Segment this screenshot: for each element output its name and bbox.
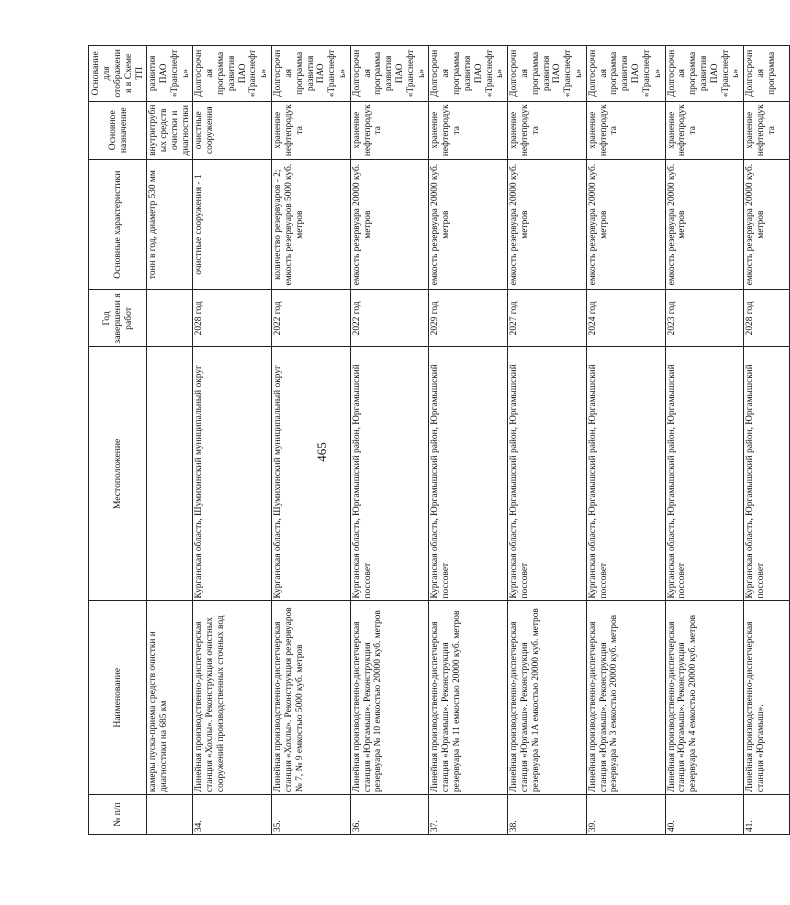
- cell-year: 2022 год: [272, 290, 351, 347]
- cell-location: [147, 347, 193, 601]
- cell-basis: Долгосрочная программа развития ПАО «Транснефть»: [350, 46, 429, 102]
- cell-year: 2022 год: [350, 290, 429, 347]
- table-row: [272, 46, 351, 835]
- column-header: Основные характеристики: [89, 159, 147, 290]
- cell-name: Линейная производственно-диспетчерская станция «Юргамыш». Реконструкция резервуара № 1А емкостью 20000 куб. метров: [508, 601, 587, 795]
- cell-name: камеры пуска-приема средств очистки и диагностики на 685 км: [147, 601, 193, 795]
- cell-num: 37.: [429, 795, 508, 835]
- cell-specs: емкость резервуара 20000 куб. метров: [665, 159, 744, 290]
- cell-basis: Долгосрочная программа развития ПАО «Транснефть»: [272, 46, 351, 102]
- cell-purpose: хранение нефтепродукта: [586, 101, 665, 159]
- cell-basis: Долгосрочная программа развития ПАО «Транснефть»: [508, 46, 587, 102]
- cell-num: 39.: [586, 795, 665, 835]
- cell-purpose: хранение нефтепродукта: [665, 101, 744, 159]
- table-row: [665, 46, 744, 835]
- cell-num: [147, 795, 193, 835]
- table-row: [350, 46, 429, 835]
- cell-purpose: хранение нефтепродукта: [350, 101, 429, 159]
- cell-specs: количество резервуаров - 2; емкость резервуаров 5000 куб. метров: [272, 159, 351, 290]
- cell-num: 34.: [193, 795, 272, 835]
- cell-specs: емкость резервуара 20000 куб. метров: [429, 159, 508, 290]
- cell-num: 41.: [744, 795, 790, 835]
- cell-num: 40.: [665, 795, 744, 835]
- cell-basis: Долгосрочная программа развития ПАО «Транснефть»: [586, 46, 665, 102]
- cell-year: 2028 год: [744, 290, 790, 347]
- column-header: Основное назначение: [89, 101, 147, 159]
- column-header: Местоположение: [89, 347, 147, 601]
- cell-num: 36.: [350, 795, 429, 835]
- cell-name: Линейная производственно-диспетчерская станция «Юргамыш».: [744, 601, 790, 795]
- cell-name: Линейная производственно-диспетчерская станция «Юргамыш». Реконструкция резервуара № 3 емкостью 20000 куб. метров: [586, 601, 665, 795]
- cell-name: Линейная производственно-диспетчерская станция «Юргамыш». Реконструкция резервуара № 10 емкостью 20000 куб. метров: [350, 601, 429, 795]
- cell-basis: Долгосрочная программа развития ПАО «Транснефть»: [429, 46, 508, 102]
- cell-purpose: хранение нефтепродукта: [429, 101, 508, 159]
- cell-specs: емкость резервуара 20000 куб. метров: [744, 159, 790, 290]
- table-row: [744, 46, 790, 835]
- cell-location: Курганская область, Шумихинский муниципальный округ: [272, 347, 351, 601]
- cell-purpose: хранение нефтепродукта: [508, 101, 587, 159]
- cell-basis: Долгосрочная программа развития ПАО «Транснефть»: [193, 46, 272, 102]
- cell-basis: развития ПАО «Транснефть»: [147, 46, 193, 102]
- cell-location: Курганская область, Юргамышский район, Юргамышский поссовет: [350, 347, 429, 601]
- objects-table: [88, 45, 790, 835]
- table-header-row: [89, 46, 147, 835]
- table-row: [508, 46, 587, 835]
- cell-specs: очистные сооружения - 1: [193, 159, 272, 290]
- column-header: № п/п: [89, 795, 147, 835]
- cell-purpose: очистные сооружения: [193, 101, 272, 159]
- rotated-table-wrapper: [88, 45, 777, 835]
- cell-name: Линейная производственно-диспетчерская станция «Хохлы». Реконструкция очистных сооружений производственных сточных вод: [193, 601, 272, 795]
- cell-location: Курганская область, Юргамышский район, Юргамышский поссовет: [665, 347, 744, 601]
- cell-year: 2024 год: [586, 290, 665, 347]
- cell-basis: Долгосрочная программа развития ПАО «Транснефть»: [665, 46, 744, 102]
- column-header: Наименование: [89, 601, 147, 795]
- table-row: [586, 46, 665, 835]
- table-row: [193, 46, 272, 835]
- cell-name: Линейная производственно-диспетчерская станция «Юргамыш». Реконструкция резервуара № 4 емкостью 20000 куб. метров: [665, 601, 744, 795]
- cell-basis: Долгосрочная программа: [744, 46, 790, 102]
- cell-specs: емкость резервуара 20000 куб. метров: [508, 159, 587, 290]
- cell-year: 2029 год: [429, 290, 508, 347]
- cell-purpose: хранение нефтепродукта: [272, 101, 351, 159]
- cell-name: Линейная производственно-диспетчерская станция «Хохлы». Реконструкция резервуаров № 7, № 9 емкостью 5000 куб. метров: [272, 601, 351, 795]
- cell-specs: тонн в год, диаметр 530 мм: [147, 159, 193, 290]
- cell-num: 35.: [272, 795, 351, 835]
- table-row: [429, 46, 508, 835]
- column-header: Год завершени я работ: [89, 290, 147, 347]
- cell-year: [147, 290, 193, 347]
- cell-num: 38.: [508, 795, 587, 835]
- table-row: [147, 46, 193, 835]
- column-header: Основание для отображения в Схеме ТП: [89, 46, 147, 102]
- cell-purpose: внутритрубных средств очистки и диагностики: [147, 101, 193, 159]
- cell-location: Курганская область, Юргамышский район, Юргамышский поссовет: [744, 347, 790, 601]
- cell-specs: емкость резервуара 20000 куб. метров: [586, 159, 665, 290]
- cell-year: 2023 год: [665, 290, 744, 347]
- cell-year: 2028 год: [193, 290, 272, 347]
- cell-purpose: хранение нефтепродукта: [744, 101, 790, 159]
- cell-location: Курганская область, Юргамышский район, Юргамышский поссовет: [508, 347, 587, 601]
- cell-name: Линейная производственно-диспетчерская станция «Юргамыш». Реконструкция резервуара № 11 емкостью 20000 куб. метров: [429, 601, 508, 795]
- cell-location: Курганская область, Шумихинский муниципальный округ: [193, 347, 272, 601]
- cell-location: Курганская область, Юргамышский район, Юргамышский поссовет: [586, 347, 665, 601]
- cell-specs: емкость резервуара 20000 куб. метров: [350, 159, 429, 290]
- cell-location: Курганская область, Юргамышский район, Юргамышский поссовет: [429, 347, 508, 601]
- cell-year: 2027 год: [508, 290, 587, 347]
- page-number: 465: [314, 442, 329, 462]
